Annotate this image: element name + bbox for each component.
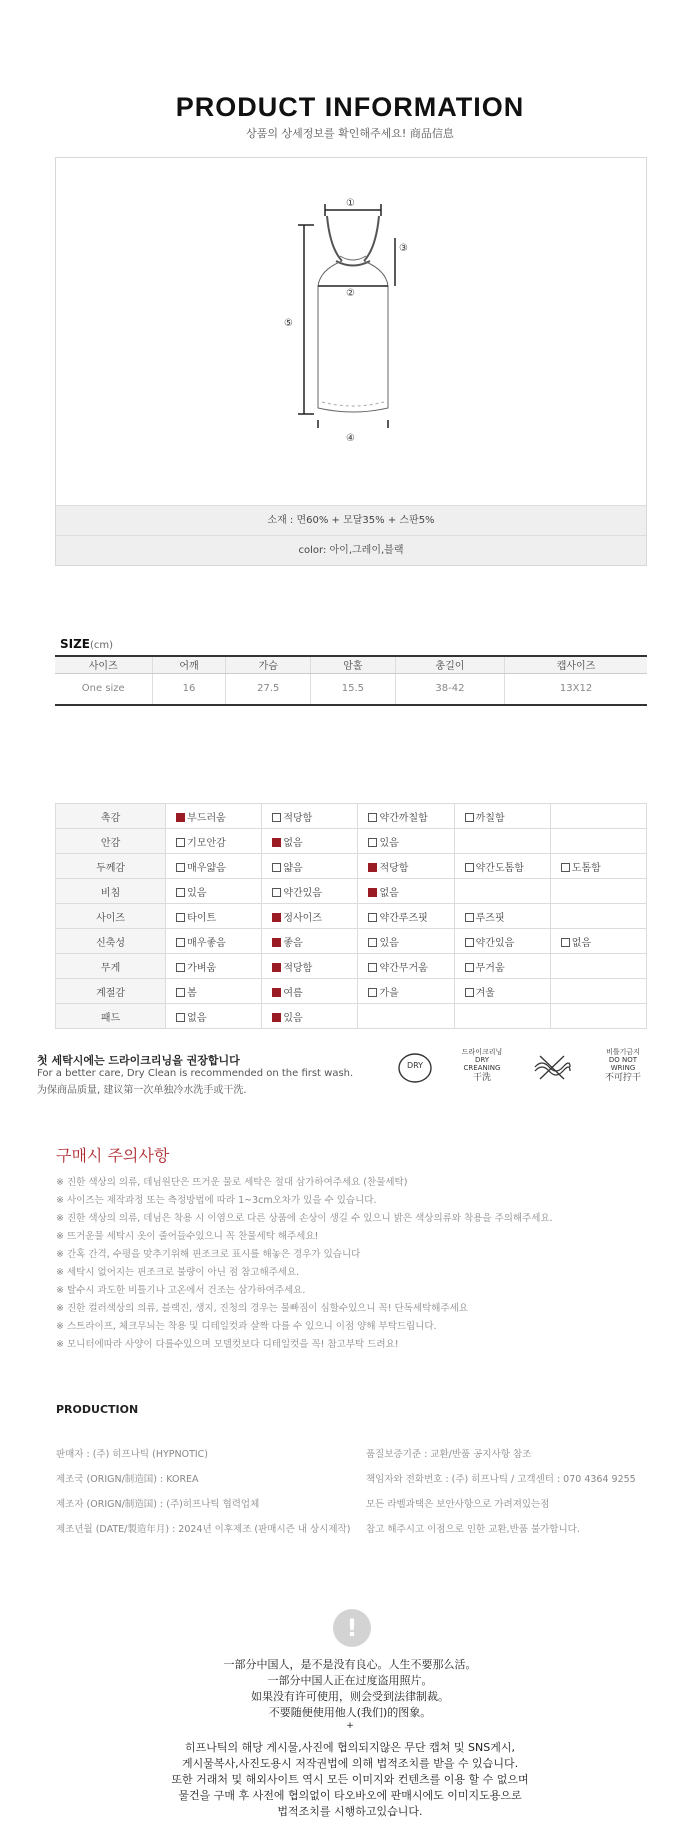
feature-option-label: 있음 bbox=[187, 887, 207, 899]
feature-option bbox=[262, 979, 358, 1004]
production-title: PRODUCTION bbox=[56, 1403, 139, 1416]
feature-option bbox=[550, 929, 646, 954]
checkbox-icon bbox=[176, 863, 185, 872]
feature-option bbox=[358, 854, 454, 879]
size-cell: 38-42 bbox=[395, 673, 504, 705]
feature-option-label: 까칠함 bbox=[475, 812, 505, 824]
feature-option-label: 겨울 bbox=[475, 987, 495, 999]
feature-option bbox=[166, 829, 262, 854]
marker-4: ④ bbox=[346, 433, 355, 444]
feature-option-label: 기모안감 bbox=[187, 837, 226, 849]
feature-option bbox=[262, 879, 358, 904]
feature-option-label: 도톰함 bbox=[571, 862, 601, 874]
feature-label: 신축성 bbox=[56, 929, 166, 954]
production-right-item: 품질보증기준 : 교환/반품 공지사항 참조 bbox=[366, 1449, 532, 1460]
checkbox-icon bbox=[176, 913, 185, 922]
table-row bbox=[56, 979, 647, 1004]
size-table bbox=[55, 655, 647, 706]
feature-option bbox=[550, 954, 646, 979]
checked-box-icon bbox=[368, 888, 377, 897]
feature-option bbox=[262, 804, 358, 829]
feature-option bbox=[550, 829, 646, 854]
notice-kr-line: 히프나틱의 해당 게시물,사진에 협의되지않은 무단 캡쳐 및 SNS게시, bbox=[185, 1741, 515, 1754]
list-item: ※ 진한 색상의 의류, 데님은 착용 시 이염으로 다른 상품에 손상이 생길 수 있으니 밝은 색상의류와 착용을 주의해주세요. bbox=[56, 1213, 553, 1224]
feature-option bbox=[166, 979, 262, 1004]
feature-option-label: 매우좋음 bbox=[187, 937, 226, 949]
feature-option-label: 있음 bbox=[283, 1012, 303, 1024]
feature-option-label: 루즈핏 bbox=[475, 912, 505, 924]
checkbox-icon bbox=[176, 938, 185, 947]
feature-label: 패드 bbox=[56, 1004, 166, 1029]
care-heading: 첫 세탁시에는 드라이크리닝을 권장합니다 bbox=[37, 1054, 240, 1067]
care-label-line: CREANING bbox=[463, 1064, 501, 1072]
dry-cleaning-label-icon bbox=[455, 1048, 509, 1084]
feature-option-label: 타이트 bbox=[187, 912, 217, 924]
list-item: ※ 모니터에따라 사양이 다를수있으며 모델컷보다 디테일컷을 꼭! 참고부탁 드려요! bbox=[56, 1339, 399, 1350]
checked-box-icon bbox=[272, 988, 281, 997]
checkbox-icon bbox=[561, 938, 570, 947]
care-label-line: WRING bbox=[610, 1064, 636, 1072]
feature-option bbox=[358, 954, 454, 979]
list-item: ※ 세탁시 없어지는 핀조크로 불량이 아닌 점 참고해주세요. bbox=[56, 1267, 300, 1278]
checkbox-icon bbox=[176, 988, 185, 997]
checkbox-icon bbox=[368, 938, 377, 947]
production-left-item: 제조년월 (DATE/製造年月) : 2024년 이후제조 (판매시즌 내 상시제작) bbox=[56, 1524, 351, 1535]
feature-label: 무게 bbox=[56, 954, 166, 979]
feature-option bbox=[550, 879, 646, 904]
care-english: For a better care, Dry Clean is recommended on the first wash. bbox=[37, 1068, 354, 1079]
production-right-item: 참고 해주시고 이점으로 인한 교환,반품 불가합니다. bbox=[366, 1524, 580, 1535]
marker-2: ② bbox=[346, 288, 355, 299]
notice-chinese bbox=[0, 1657, 700, 1731]
page-title: PRODUCT INFORMATION bbox=[175, 92, 525, 122]
checked-box-icon bbox=[272, 1013, 281, 1022]
feature-option bbox=[454, 829, 550, 854]
notice-korean bbox=[0, 1740, 700, 1820]
table-row bbox=[56, 879, 647, 904]
feature-option bbox=[550, 1004, 646, 1029]
feature-option bbox=[454, 929, 550, 954]
no-wring-icon bbox=[532, 1053, 572, 1085]
feature-option bbox=[454, 979, 550, 1004]
size-header-cell: 암홀 bbox=[311, 656, 396, 673]
feature-option bbox=[262, 1004, 358, 1029]
feature-option-label: 적당함 bbox=[283, 962, 313, 974]
production-left-item: 제조국 (ORIGN/制造国) : KOREA bbox=[56, 1474, 199, 1485]
feature-table bbox=[55, 803, 647, 1029]
table-row bbox=[56, 929, 647, 954]
feature-option bbox=[262, 954, 358, 979]
do-not-wring-label-icon bbox=[598, 1048, 648, 1084]
checkbox-icon bbox=[368, 963, 377, 972]
notice-kr-line: 법적조치를 시행하고있습니다. bbox=[277, 1805, 423, 1818]
feature-option-label: 없음 bbox=[571, 937, 592, 949]
feature-option bbox=[166, 929, 262, 954]
feature-label: 사이즈 bbox=[56, 904, 166, 929]
feature-option bbox=[454, 804, 550, 829]
color-row: color: 아이,그레이,블랙 bbox=[56, 535, 646, 565]
page-subtitle: 상품의 상세정보를 확인해주세요! 商品信息 bbox=[246, 127, 454, 140]
list-item: ※ 스트라이프, 체크무늬는 착용 및 디테일컷과 살짝 다를 수 있으니 이점 양해 부탁드립니다. bbox=[56, 1321, 437, 1332]
feature-option bbox=[262, 904, 358, 929]
size-cell: One size bbox=[55, 673, 152, 705]
production-right-item: 모든 라벨과택은 보안사항으로 가려져있는점 bbox=[366, 1499, 550, 1510]
checkbox-icon bbox=[368, 913, 377, 922]
feature-option-label: 약간도톰함 bbox=[475, 862, 524, 874]
caution-title: 구매시 주의사항 bbox=[56, 1146, 170, 1165]
feature-label: 두께감 bbox=[56, 854, 166, 879]
feature-option-label: 약간까칠함 bbox=[379, 812, 428, 824]
feature-option-label: 없음 bbox=[379, 887, 399, 899]
table-row bbox=[56, 1004, 647, 1029]
feature-option-label: 약간있음 bbox=[283, 887, 322, 899]
list-item: ※ 진한 색상의 의류, 데님원단은 뜨거운 물로 세탁은 절대 삼가하여주세요 (찬물세탁) bbox=[56, 1177, 408, 1188]
feature-option bbox=[166, 854, 262, 879]
care-label-line: 드라이크리닝 bbox=[461, 1048, 503, 1056]
notice-kr-line: 물건을 구매 후 사전에 협의없이 타오바오에 판매시에도 이미지도용으로 bbox=[178, 1789, 522, 1802]
material-row: 소재 : 면60% + 모달35% + 스판5% bbox=[56, 505, 646, 535]
size-header-cell: 캡사이즈 bbox=[505, 656, 647, 673]
feature-option-label: 좋음 bbox=[283, 937, 303, 949]
list-item: ※ 뜨거운물 세탁시 옷이 줄어들수있으니 꼭 찬물세탁 해주세요! bbox=[56, 1231, 319, 1242]
checkbox-icon bbox=[176, 1013, 185, 1022]
notice-cn-line: 一部分中国人正在过度盗用照片。 bbox=[267, 1674, 433, 1687]
feature-label: 비침 bbox=[56, 879, 166, 904]
feature-option bbox=[358, 804, 454, 829]
checkbox-icon bbox=[465, 813, 474, 822]
feature-option-label: 약간루즈핏 bbox=[379, 912, 428, 924]
feature-option bbox=[454, 954, 550, 979]
feature-option bbox=[454, 854, 550, 879]
table-row bbox=[56, 804, 647, 829]
feature-option bbox=[550, 854, 646, 879]
notice-cn-line: 不要随便使用他人(我们)的图象。 bbox=[268, 1706, 432, 1719]
checked-box-icon bbox=[272, 938, 281, 947]
feature-option-label: 적당함 bbox=[283, 812, 313, 824]
care-label-line: DRY bbox=[474, 1056, 490, 1064]
feature-option bbox=[358, 929, 454, 954]
checkbox-icon bbox=[465, 913, 474, 922]
size-label-text: SIZE bbox=[60, 637, 91, 651]
feature-option bbox=[358, 879, 454, 904]
feature-option-label: 여름 bbox=[283, 987, 303, 999]
dry-clean-text: DRY bbox=[406, 1061, 424, 1070]
checkbox-icon bbox=[272, 813, 281, 822]
feature-option bbox=[262, 854, 358, 879]
feature-option bbox=[166, 904, 262, 929]
feature-option bbox=[166, 879, 262, 904]
production-right-item: 책임자와 전화번호 : (주) 히프나틱 / 고객센터 : 070 4364 9255 bbox=[366, 1474, 636, 1485]
feature-option-label: 약간있음 bbox=[475, 937, 515, 949]
feature-option-label: 봄 bbox=[187, 987, 197, 999]
feature-option-label: 부드러움 bbox=[187, 812, 226, 824]
size-section-label bbox=[60, 637, 113, 651]
feature-option-label: 가벼움 bbox=[187, 962, 217, 974]
feature-option bbox=[454, 1004, 550, 1029]
checkbox-icon bbox=[176, 963, 185, 972]
marker-5: ⑤ bbox=[284, 318, 293, 329]
checkbox-icon bbox=[465, 988, 474, 997]
checkbox-icon bbox=[465, 963, 474, 972]
checkbox-icon bbox=[368, 988, 377, 997]
feature-label: 안감 bbox=[56, 829, 166, 854]
checkbox-icon bbox=[176, 888, 185, 897]
care-label-line: 不可拧干 bbox=[604, 1073, 641, 1083]
feature-option bbox=[358, 904, 454, 929]
feature-option-label: 있음 bbox=[379, 937, 399, 949]
list-item: ※ 사이즈는 제작과정 또는 측정방법에 따라 1~3cm오차가 있을 수 있습니다. bbox=[56, 1195, 377, 1206]
feature-option bbox=[358, 979, 454, 1004]
feature-option-label: 적당함 bbox=[379, 862, 409, 874]
checkbox-icon bbox=[465, 938, 474, 947]
table-row bbox=[56, 829, 647, 854]
feature-option-label: 무거움 bbox=[475, 962, 505, 974]
size-header-cell: 가슴 bbox=[226, 656, 311, 673]
notice-kr-line: 또한 거래처 및 해외사이트 역시 모든 이미지와 컨텐츠를 이용 할 수 없으며 bbox=[171, 1773, 529, 1786]
marker-3: ③ bbox=[399, 243, 408, 254]
feature-option bbox=[550, 979, 646, 1004]
feature-label: 촉감 bbox=[56, 804, 166, 829]
feature-option-label: 있음 bbox=[379, 837, 399, 849]
size-cell: 13X12 bbox=[505, 673, 647, 705]
feature-option-label: 가을 bbox=[379, 987, 399, 999]
table-row bbox=[56, 954, 647, 979]
feature-option bbox=[262, 829, 358, 854]
caution-list bbox=[56, 1174, 553, 1354]
dry-clean-icon bbox=[397, 1051, 433, 1089]
feature-option bbox=[550, 804, 646, 829]
checkbox-icon bbox=[368, 813, 377, 822]
feature-option bbox=[358, 829, 454, 854]
production-left-item: 제조자 (ORIGN/制造国) : (주)히프나틱 협력업체 bbox=[56, 1499, 260, 1510]
size-cell: 15.5 bbox=[311, 673, 396, 705]
notice-cn-line: 一部分中国人，是不是没有良心。人生不要那么活。 bbox=[223, 1658, 477, 1671]
table-row bbox=[56, 854, 647, 879]
feature-option-label: 정사이즈 bbox=[283, 912, 322, 924]
table-row bbox=[55, 673, 647, 705]
size-header-cell: 총길이 bbox=[395, 656, 504, 673]
feature-option bbox=[454, 904, 550, 929]
feature-option bbox=[262, 929, 358, 954]
feature-option bbox=[166, 1004, 262, 1029]
checkbox-icon bbox=[368, 838, 377, 847]
list-item: ※ 탈수시 과도한 비틀기나 고온에서 건조는 삼가하여주세요. bbox=[56, 1285, 306, 1296]
feature-label: 계절감 bbox=[56, 979, 166, 1004]
feature-option bbox=[166, 954, 262, 979]
checkbox-icon bbox=[465, 863, 474, 872]
feature-option bbox=[358, 1004, 454, 1029]
production-left-item: 판매자 : (주) 히프나틱 (HYPNOTIC) bbox=[56, 1449, 209, 1460]
size-unit: (cm) bbox=[90, 640, 114, 651]
feature-option bbox=[550, 904, 646, 929]
marker-1: ① bbox=[346, 198, 355, 209]
feature-option bbox=[166, 804, 262, 829]
checked-box-icon bbox=[272, 963, 281, 972]
list-item: ※ 간혹 간격, 수평을 맞추기위해 핀조크로 표시를 해놓은 경우가 있습니다 bbox=[56, 1249, 361, 1260]
list-item: ※ 진한 컬러색상의 의류, 블랙진, 생지, 진청의 경우는 물빠짐이 심할수있으니 꼭! 단독세탁해주세요 bbox=[56, 1303, 468, 1314]
size-header-cell: 어깨 bbox=[152, 656, 226, 673]
table-row bbox=[56, 904, 647, 929]
size-header-cell: 사이즈 bbox=[55, 656, 152, 673]
checked-box-icon bbox=[272, 838, 281, 847]
checked-box-icon bbox=[176, 813, 185, 822]
checked-box-icon bbox=[272, 913, 281, 922]
checkbox-icon bbox=[272, 863, 281, 872]
size-cell: 16 bbox=[152, 673, 226, 705]
checkbox-icon bbox=[561, 863, 570, 872]
checked-box-icon bbox=[368, 863, 377, 872]
feature-option-label: 얇음 bbox=[283, 862, 303, 874]
care-chinese: 为保商品质量, 建议第一次单独冷水洗手或干洗. bbox=[37, 1085, 247, 1096]
notice-cn-line: + bbox=[346, 1721, 354, 1731]
care-label-line: DO NOT bbox=[608, 1056, 638, 1064]
product-info-box bbox=[55, 157, 647, 566]
notice-kr-line: 게시물복사,사진도용시 저작권법에 의해 법적조치를 받을 수 있습니다. bbox=[181, 1757, 519, 1770]
notice-cn-line: 如果没有许可使用，则会受到法律制裁。 bbox=[251, 1690, 449, 1703]
feature-option bbox=[454, 879, 550, 904]
size-table-header bbox=[55, 656, 647, 673]
alert-icon: ! bbox=[333, 1609, 371, 1647]
production-info bbox=[0, 1445, 700, 1545]
care-label-line: 干洗 bbox=[472, 1073, 491, 1083]
care-label-line: 비틀기금지 bbox=[606, 1048, 640, 1056]
feature-option-label: 매우얇음 bbox=[187, 862, 226, 874]
feature-option-label: 없음 bbox=[187, 1012, 207, 1024]
feature-option-label: 없음 bbox=[283, 837, 303, 849]
checkbox-icon bbox=[176, 838, 185, 847]
size-cell: 27.5 bbox=[226, 673, 311, 705]
checkbox-icon bbox=[272, 888, 281, 897]
feature-option-label: 약간무거움 bbox=[379, 962, 428, 974]
